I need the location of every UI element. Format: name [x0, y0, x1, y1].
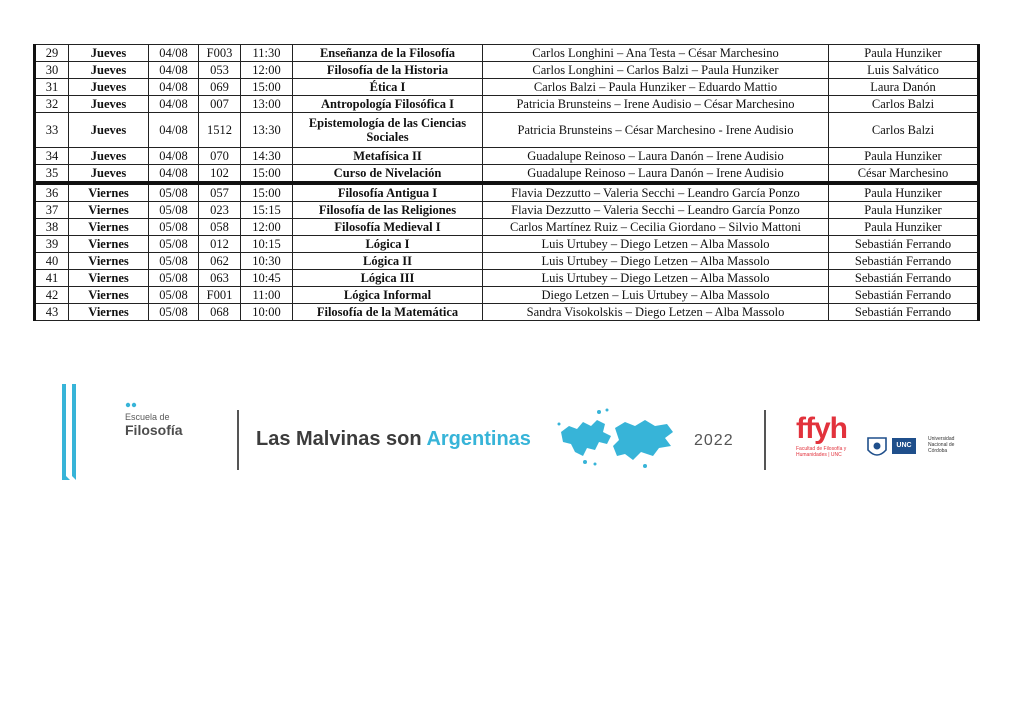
substitute-cell: Luis Salvático — [829, 62, 979, 79]
substitute-cell: Laura Danón — [829, 79, 979, 96]
blue-stripes-graphic — [62, 384, 78, 480]
table-row — [35, 79, 979, 96]
room-cell: 058 — [199, 219, 241, 236]
subject-cell: Antropología Filosófica I — [293, 96, 483, 113]
schedule-table — [33, 44, 980, 321]
day-cell: Jueves — [69, 165, 149, 184]
footer-banner — [0, 380, 1024, 480]
schedule-body — [35, 45, 979, 321]
row-number-cell: 35 — [35, 165, 69, 184]
row-number-cell: 33 — [35, 113, 69, 148]
time-cell: 15:00 — [241, 165, 293, 184]
table-row — [35, 148, 979, 165]
ffyh-wordmark: ffyh — [796, 412, 847, 445]
row-number-cell: 36 — [35, 183, 69, 202]
table-row — [35, 183, 979, 202]
substitute-cell: Sebastián Ferrando — [829, 253, 979, 270]
room-cell: 057 — [199, 183, 241, 202]
table-row — [35, 96, 979, 113]
time-cell: 15:00 — [241, 79, 293, 96]
tribunal-cell: Guadalupe Reinoso – Laura Danón – Irene Audisio — [483, 148, 829, 165]
room-cell: 063 — [199, 270, 241, 287]
date-cell: 05/08 — [149, 219, 199, 236]
room-cell: 023 — [199, 202, 241, 219]
row-number-cell: 42 — [35, 287, 69, 304]
unc-name: Universidad Nacional de Córdoba — [928, 436, 955, 454]
day-cell: Viernes — [69, 183, 149, 202]
table-row — [35, 304, 979, 321]
subject-cell: Epistemología de las Ciencias Sociales — [293, 113, 483, 148]
subject-cell: Lógica III — [293, 270, 483, 287]
exam-schedule — [33, 44, 977, 321]
subject-cell: Lógica I — [293, 236, 483, 253]
date-cell: 04/08 — [149, 79, 199, 96]
day-cell: Jueves — [69, 62, 149, 79]
tribunal-cell: Luis Urtubey – Diego Letzen – Alba Massolo — [483, 253, 829, 270]
subject-cell: Filosofía Medieval I — [293, 219, 483, 236]
day-cell: Viernes — [69, 304, 149, 321]
room-cell: 062 — [199, 253, 241, 270]
tribunal-cell: Luis Urtubey – Diego Letzen – Alba Massolo — [483, 236, 829, 253]
day-cell: Jueves — [69, 113, 149, 148]
subject-cell: Filosofía de las Religiones — [293, 202, 483, 219]
row-number-cell: 34 — [35, 148, 69, 165]
subject-cell: Curso de Nivelación — [293, 165, 483, 184]
malvinas-slogan — [256, 428, 531, 451]
substitute-cell: Paula Hunziker — [829, 202, 979, 219]
substitute-cell: César Marchesino — [829, 165, 979, 184]
day-cell: Viernes — [69, 270, 149, 287]
tribunal-cell: Patricia Brunsteins – Irene Audisio – César Marchesino — [483, 96, 829, 113]
year-label: 2022 — [694, 432, 734, 449]
day-cell: Viernes — [69, 253, 149, 270]
subject-cell: Ética I — [293, 79, 483, 96]
row-number-cell: 30 — [35, 62, 69, 79]
subject-cell: Lógica II — [293, 253, 483, 270]
time-cell: 12:00 — [241, 62, 293, 79]
room-cell: 102 — [199, 165, 241, 184]
time-cell: 11:00 — [241, 287, 293, 304]
time-cell: 10:00 — [241, 304, 293, 321]
ffyh-logo — [796, 414, 856, 458]
subject-cell: Metafísica II — [293, 148, 483, 165]
date-cell: 05/08 — [149, 304, 199, 321]
divider-right — [764, 410, 766, 470]
time-cell: 12:00 — [241, 219, 293, 236]
date-cell: 05/08 — [149, 253, 199, 270]
date-cell: 05/08 — [149, 270, 199, 287]
room-cell: 012 — [199, 236, 241, 253]
substitute-cell: Paula Hunziker — [829, 148, 979, 165]
subject-cell: Lógica Informal — [293, 287, 483, 304]
table-row — [35, 202, 979, 219]
room-cell: 053 — [199, 62, 241, 79]
escuela-big-text: Filosofía — [125, 422, 183, 438]
table-row — [35, 253, 979, 270]
room-cell: F003 — [199, 45, 241, 62]
tribunal-cell: Carlos Longhini – Ana Testa – César Marchesino — [483, 45, 829, 62]
time-cell: 13:00 — [241, 96, 293, 113]
divider-left — [237, 410, 239, 470]
unc-box: UNC — [892, 438, 916, 454]
room-cell: 069 — [199, 79, 241, 96]
room-cell: 068 — [199, 304, 241, 321]
row-number-cell: 37 — [35, 202, 69, 219]
substitute-cell: Sebastián Ferrando — [829, 287, 979, 304]
date-cell: 05/08 — [149, 183, 199, 202]
day-cell: Viernes — [69, 202, 149, 219]
escuela-small-text: Escuela de — [125, 412, 170, 422]
row-number-cell: 32 — [35, 96, 69, 113]
table-row — [35, 113, 979, 148]
time-cell: 10:30 — [241, 253, 293, 270]
tribunal-cell: Diego Letzen – Luis Urtubey – Alba Massolo — [483, 287, 829, 304]
table-row — [35, 287, 979, 304]
table-row — [35, 219, 979, 236]
row-number-cell: 38 — [35, 219, 69, 236]
day-cell: Viernes — [69, 287, 149, 304]
table-row — [35, 165, 979, 184]
time-cell: 14:30 — [241, 148, 293, 165]
day-cell: Viernes — [69, 219, 149, 236]
day-cell: Viernes — [69, 236, 149, 253]
dots-icon — [125, 402, 139, 408]
tribunal-cell: Flavia Dezzutto – Valeria Secchi – Leandro García Ponzo — [483, 183, 829, 202]
date-cell: 04/08 — [149, 45, 199, 62]
tribunal-cell: Carlos Longhini – Carlos Balzi – Paula Hunziker — [483, 62, 829, 79]
substitute-cell: Sebastián Ferrando — [829, 270, 979, 287]
tribunal-cell: Patricia Brunsteins – César Marchesino - Irene Audisio — [483, 113, 829, 148]
row-number-cell: 39 — [35, 236, 69, 253]
room-cell: 070 — [199, 148, 241, 165]
slogan-part-2: Argentinas — [426, 428, 531, 450]
subject-cell: Enseñanza de la Filosofía — [293, 45, 483, 62]
substitute-cell: Paula Hunziker — [829, 45, 979, 62]
table-row — [35, 45, 979, 62]
substitute-cell: Carlos Balzi — [829, 96, 979, 113]
unc-seal-icon — [866, 436, 888, 460]
row-number-cell: 40 — [35, 253, 69, 270]
subject-cell: Filosofía de la Historia — [293, 62, 483, 79]
date-cell: 04/08 — [149, 148, 199, 165]
time-cell: 15:00 — [241, 183, 293, 202]
tribunal-cell: Guadalupe Reinoso – Laura Danón – Irene Audisio — [483, 165, 829, 184]
room-cell: 007 — [199, 96, 241, 113]
room-cell: 1512 — [199, 113, 241, 148]
date-cell: 05/08 — [149, 287, 199, 304]
table-row — [35, 236, 979, 253]
time-cell: 15:15 — [241, 202, 293, 219]
table-row — [35, 270, 979, 287]
date-cell: 05/08 — [149, 202, 199, 219]
date-cell: 04/08 — [149, 96, 199, 113]
room-cell: F001 — [199, 287, 241, 304]
row-number-cell: 31 — [35, 79, 69, 96]
subject-cell: Filosofía Antigua I — [293, 183, 483, 202]
tribunal-cell: Sandra Visokolskis – Diego Letzen – Alba Massolo — [483, 304, 829, 321]
date-cell: 04/08 — [149, 62, 199, 79]
tribunal-cell: Carlos Balzi – Paula Hunziker – Eduardo Mattio — [483, 79, 829, 96]
ffyh-subtitle: Facultad de Filosofía y Humanidades | UNC — [796, 446, 847, 458]
escuela-filosofia-logo — [125, 412, 183, 438]
day-cell: Jueves — [69, 96, 149, 113]
substitute-cell: Paula Hunziker — [829, 219, 979, 236]
time-cell: 11:30 — [241, 45, 293, 62]
date-cell: 04/08 — [149, 165, 199, 184]
table-row — [35, 62, 979, 79]
tribunal-cell: Luis Urtubey – Diego Letzen – Alba Massolo — [483, 270, 829, 287]
day-cell: Jueves — [69, 45, 149, 62]
row-number-cell: 43 — [35, 304, 69, 321]
time-cell: 13:30 — [241, 113, 293, 148]
subject-cell: Filosofía de la Matemática — [293, 304, 483, 321]
date-cell: 05/08 — [149, 236, 199, 253]
day-cell: Jueves — [69, 148, 149, 165]
date-cell: 04/08 — [149, 113, 199, 148]
day-cell: Jueves — [69, 79, 149, 96]
time-cell: 10:45 — [241, 270, 293, 287]
substitute-cell: Carlos Balzi — [829, 113, 979, 148]
substitute-cell: Sebastián Ferrando — [829, 304, 979, 321]
time-cell: 10:15 — [241, 236, 293, 253]
substitute-cell: Paula Hunziker — [829, 183, 979, 202]
malvinas-islands-icon — [555, 402, 677, 470]
slogan-part-1: Las Malvinas son — [256, 428, 427, 450]
row-number-cell: 41 — [35, 270, 69, 287]
row-number-cell: 29 — [35, 45, 69, 62]
substitute-cell: Sebastián Ferrando — [829, 236, 979, 253]
tribunal-cell: Carlos Martínez Ruiz – Cecilia Giordano – Silvio Mattoni — [483, 219, 829, 236]
tribunal-cell: Flavia Dezzutto – Valeria Secchi – Leandro García Ponzo — [483, 202, 829, 219]
